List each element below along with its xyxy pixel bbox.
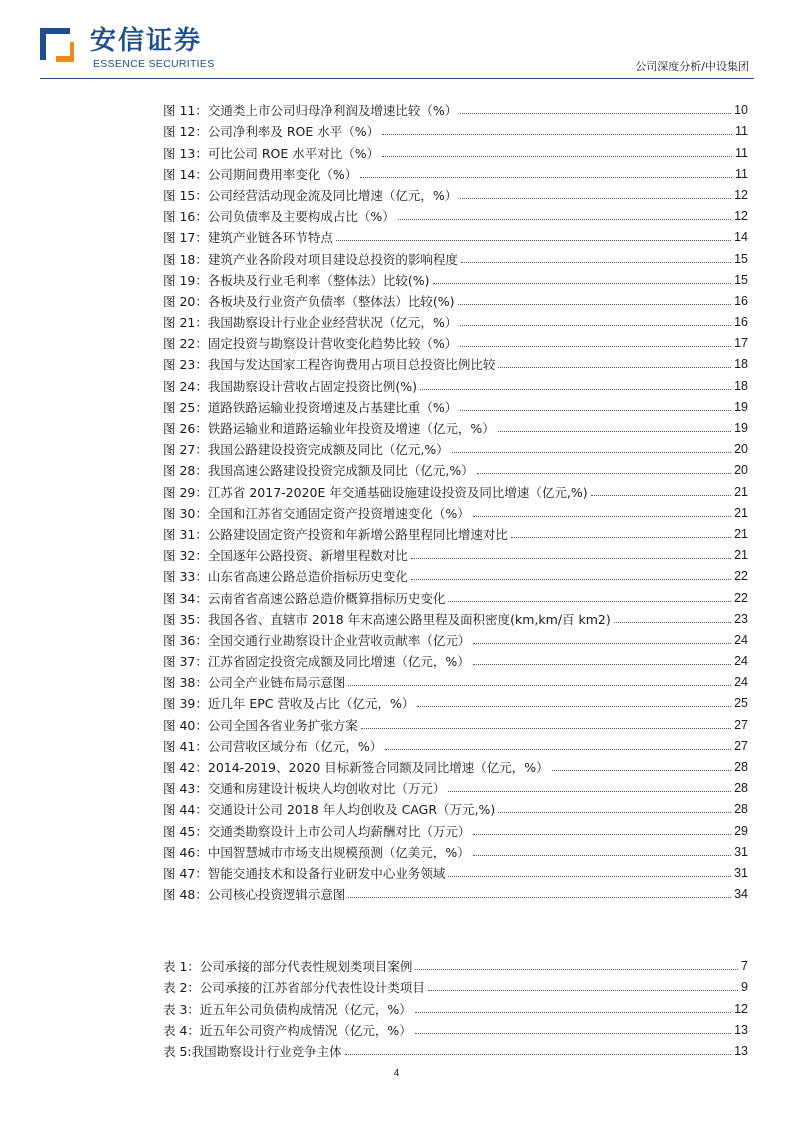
leader-dots [420, 389, 731, 390]
leader-dots [591, 495, 732, 496]
table-entry-label: 表 4：近五年公司资产构成情况（亿元，%） [163, 1022, 412, 1038]
leader-dots [461, 262, 731, 263]
page-number: 4 [393, 1068, 400, 1079]
leader-dots [473, 855, 731, 856]
figure-entry-page: 12 [734, 187, 748, 202]
figure-entry-page: 29 [734, 823, 748, 838]
figure-entry-page: 12 [734, 209, 748, 224]
leader-dots [473, 664, 731, 665]
essence-logo-icon [40, 28, 80, 68]
figure-entry-label: 图 29：江苏省 2017-2020E 年交通基础设施建设投资及同比增速（亿元,%) [163, 484, 588, 500]
leader-dots [473, 834, 731, 835]
leader-dots [398, 219, 731, 220]
figure-entry-page: 21 [734, 484, 748, 499]
table-entry[interactable] [163, 1018, 748, 1039]
figure-entry[interactable] [163, 416, 748, 437]
figure-entry-page: 18 [734, 378, 748, 393]
figure-index [163, 98, 748, 903]
figure-entry[interactable] [163, 437, 748, 458]
figure-entry-page: 19 [734, 421, 748, 435]
figure-entry[interactable] [163, 755, 748, 776]
leader-dots [415, 969, 738, 970]
figure-entry-label: 图 25：道路铁路运输业投资增速及占基建比重（%） [163, 399, 458, 415]
leader-dots [385, 749, 731, 750]
leader-dots [348, 685, 731, 686]
leader-dots [460, 346, 731, 347]
leader-dots [473, 643, 731, 644]
figure-entry-page: 15 [734, 272, 748, 287]
table-entry-label: 表 1：公司承接的部分代表性规划类项目案例 [163, 959, 413, 975]
figure-entry[interactable] [163, 691, 748, 712]
figure-entry-label: 图 31：公路建设固定资产投资和年新增公路里程同比增速对比 [163, 526, 508, 542]
figure-entry-label: 图 11：交通类上市公司归母净利润及增速比较（%） [163, 103, 458, 119]
table-entry-label: 表 3：近五年公司负债构成情况（亿元，%） [163, 1001, 412, 1017]
figure-entry-label: 图 28：我国高速公路建设投资完成额及同比（亿元,%） [163, 463, 474, 479]
figure-entry-page: 22 [734, 569, 748, 584]
leader-dots [458, 304, 732, 305]
figure-entry-label: 图 20：各板块及行业资产负债率（整体法）比较(%) [163, 293, 455, 309]
figure-entry-page: 19 [734, 399, 748, 414]
table-entry-page: 7 [741, 959, 748, 974]
figure-entry-label: 图 12：公司净利率及 ROE 水平（%） [163, 124, 380, 140]
table-entry[interactable] [163, 996, 748, 1017]
figure-entry-page: 31 [734, 844, 748, 859]
figure-entry-label: 图 43：交通和房建设计板块人均创收对比（万元） [163, 781, 446, 797]
figure-entry-page: 11 [735, 145, 748, 160]
figure-entry-label: 图 26：铁路运输业和道路运输业年投资及增速（亿元，%） [163, 421, 495, 436]
figure-entry-label: 图 46：中国智慧城市市场支出规模预测（亿美元，%） [163, 844, 470, 860]
figure-entry-label: 图 36：全国交通行业勘察设计企业营收贡献率（亿元） [163, 632, 471, 648]
leader-dots [417, 706, 731, 707]
figure-entry-label: 图 22：固定投资与勘察设计营收变化趋势比较（%） [163, 336, 458, 352]
figure-entry-page: 28 [734, 802, 748, 817]
figure-entry-page: 21 [734, 526, 748, 541]
leader-dots [498, 812, 731, 813]
figure-entry-page: 16 [734, 293, 748, 308]
figure-entry-label: 图 40：公司全国各省业务扩张方案 [163, 717, 358, 733]
figure-entry-label: 图 37：江苏省固定投资完成额及同比增速（亿元，%） [163, 654, 470, 670]
report-type: 公司深度分析/中设集团 [635, 60, 749, 73]
figure-entry[interactable] [163, 670, 748, 691]
figure-entry-page: 20 [734, 442, 748, 457]
figure-entry[interactable] [163, 204, 748, 225]
table-index [163, 954, 748, 1060]
leader-dots [498, 431, 731, 432]
figure-entry[interactable] [163, 797, 748, 818]
figure-entry[interactable] [163, 162, 748, 183]
figure-entry-label: 图 42：2014-2019、2020 目标新签合同额及同比增速（亿元，%） [163, 760, 549, 775]
leader-dots [361, 728, 731, 729]
figure-entry-label: 图 17：建筑产业链各环节特点 [163, 230, 333, 246]
figure-entry[interactable] [163, 289, 748, 310]
brand-name-en: ESSENCE SECURITIES [93, 58, 215, 70]
figure-entry-page: 24 [734, 675, 748, 690]
leader-dots [382, 134, 732, 135]
figure-entry-label: 图 47：智能交通技术和设备行业研发中心业务领域 [163, 865, 446, 881]
leader-dots [448, 601, 731, 602]
leader-dots [460, 410, 731, 411]
figure-entry-page: 31 [734, 865, 748, 880]
figure-entry[interactable] [163, 501, 748, 522]
figure-entry[interactable] [163, 607, 748, 628]
leader-dots [411, 558, 731, 559]
leader-dots [552, 770, 731, 771]
table-entry-page: 13 [734, 1022, 748, 1037]
figure-entry-label: 图 16：公司负债率及主要构成占比（%） [163, 209, 395, 225]
leader-dots [498, 367, 731, 368]
leader-dots [614, 622, 731, 623]
figure-entry[interactable] [163, 395, 748, 416]
figure-entry-label: 图 32：全国逐年公路投资、新增里程数对比 [163, 548, 408, 564]
figure-entry[interactable] [163, 585, 748, 606]
leader-dots [433, 283, 732, 284]
figure-entry[interactable] [163, 140, 748, 161]
table-entry-page: 12 [734, 1001, 748, 1016]
table-entry-label: 表 5:我国勘察设计行业竞争主体 [163, 1043, 342, 1059]
figure-entry-page: 14 [734, 230, 748, 245]
figure-entry-page: 23 [734, 611, 748, 626]
figure-entry-page: 27 [734, 738, 748, 753]
figure-entry[interactable] [163, 649, 748, 670]
figure-entry[interactable] [163, 373, 748, 394]
leader-dots [460, 325, 731, 326]
figure-entry-page: 20 [734, 463, 748, 478]
figure-entry-page: 10 [734, 103, 748, 118]
figure-entry-label: 图 45：交通类勘察设计上市公司人均薪酬对比（万元） [163, 823, 471, 839]
table-entry-page: 13 [734, 1043, 748, 1058]
figure-entry-page: 28 [734, 760, 748, 774]
leader-dots [345, 1054, 731, 1055]
figure-entry[interactable] [163, 840, 748, 861]
figure-entry-label: 图 13：可比公司 ROE 水平对比（%） [163, 145, 380, 161]
figure-entry-label: 图 24：我国勘察设计营收占固定投资比例(%) [163, 378, 418, 394]
table-entry[interactable] [163, 1039, 748, 1060]
table-entry-label: 表 2：公司承接的江苏省部分代表性设计类项目 [163, 980, 425, 996]
figure-entry-page: 27 [734, 717, 748, 732]
leader-dots [460, 113, 731, 114]
figure-entry-page: 22 [734, 590, 748, 605]
figure-entry-label: 图 35：我国各省、直辖市 2018 年末高速公路里程及面积密度(km,km/百 km2) [163, 611, 611, 627]
figure-entry[interactable] [163, 246, 748, 267]
figure-entry[interactable] [163, 479, 748, 500]
figure-entry-label: 图 21：我国勘察设计行业企业经营状况（亿元，%） [163, 315, 458, 331]
table-entry[interactable] [163, 975, 748, 996]
figure-entry-page: 18 [734, 357, 748, 372]
header-divider [40, 78, 754, 79]
leader-dots [415, 1033, 731, 1034]
figure-entry[interactable] [163, 331, 748, 352]
figure-entry-page: 24 [734, 654, 748, 669]
page-header [0, 0, 793, 80]
figure-entry-label: 图 34：云南省省高速公路总造价概算指标历史变化 [163, 590, 446, 606]
leader-dots [448, 876, 731, 877]
leader-dots [511, 537, 731, 538]
figure-entry[interactable] [163, 310, 748, 331]
figure-entry[interactable] [163, 818, 748, 839]
figure-entry[interactable] [163, 522, 748, 543]
figure-entry-label: 图 15：公司经营活动现金流及同比增速（亿元，%） [163, 187, 458, 203]
figure-entry-label: 图 39：近几年 EPC 营收及占比（亿元，%） [163, 696, 415, 712]
table-entry[interactable] [163, 954, 748, 975]
figure-entry-label: 图 41：公司营收区域分布（亿元，%） [163, 738, 383, 754]
figure-entry[interactable] [163, 564, 748, 585]
figure-entry-label: 图 33：山东省高速公路总造价指标历史变化 [163, 569, 408, 585]
figure-entry[interactable] [163, 861, 748, 882]
figure-entry-page: 11 [735, 166, 748, 181]
figure-entry[interactable] [163, 734, 748, 755]
figure-entry-page: 21 [734, 548, 748, 563]
leader-dots [428, 990, 738, 991]
figure-entry-page: 21 [734, 505, 748, 520]
figure-entry-page: 11 [735, 124, 748, 139]
figure-entry-label: 图 23：我国与发达国家工程咨询费用占项目总投资比例比较 [163, 357, 496, 373]
brand-name-cn: 安信证券 [90, 26, 203, 56]
figure-entry[interactable] [163, 712, 748, 733]
leader-dots [411, 579, 731, 580]
leader-dots [477, 473, 731, 474]
figure-entry-page: 34 [734, 887, 748, 902]
figure-entry[interactable] [163, 776, 748, 797]
figure-entry-page: 24 [734, 632, 748, 647]
figure-entry[interactable] [163, 458, 748, 479]
figure-entry[interactable] [163, 225, 748, 246]
figure-entry-label: 图 19：各板块及行业毛利率（整体法）比较(%) [163, 272, 430, 288]
figure-entry[interactable] [163, 98, 748, 119]
figure-entry-page: 15 [734, 251, 748, 266]
leader-dots [360, 177, 732, 178]
figure-entry-page: 17 [734, 336, 748, 351]
figure-entry-label: 图 48：公司核心投资逻辑示意图 [163, 887, 346, 903]
figure-entry-label: 图 38：公司全产业链布局示意图 [163, 675, 346, 691]
figure-entry[interactable] [163, 268, 748, 289]
figure-entry[interactable] [163, 183, 748, 204]
figure-entry-page: 28 [734, 781, 748, 796]
figure-entry[interactable] [163, 119, 748, 140]
leader-dots [382, 156, 732, 157]
figure-entry[interactable] [163, 628, 748, 649]
figure-entry-page: 25 [734, 696, 748, 711]
figure-entry-page: 16 [734, 315, 748, 330]
leader-dots [336, 240, 731, 241]
figure-entry-label: 图 27：我国公路建设投资完成额及同比（亿元,%） [163, 442, 449, 458]
leader-dots [473, 516, 731, 517]
leader-dots [460, 198, 731, 199]
table-entry-page: 9 [741, 980, 748, 995]
leader-dots [415, 1012, 731, 1013]
figure-entry-label: 图 44：交通设计公司 2018 年人均创收及 CAGR（万元,%) [163, 802, 496, 818]
figure-entry-label: 图 18：建筑产业各阶段对项目建设总投资的影响程度 [163, 251, 458, 267]
leader-dots [452, 452, 731, 453]
figure-entry[interactable] [163, 352, 748, 373]
figure-entry-label: 图 30：全国和江苏省交通固定资产投资增速变化（%） [163, 505, 470, 521]
leader-dots [348, 897, 731, 898]
figure-entry[interactable] [163, 882, 748, 903]
figure-entry[interactable] [163, 543, 748, 564]
figure-entry-label: 图 14：公司期间费用率变化（%） [163, 166, 358, 182]
leader-dots [448, 791, 731, 792]
